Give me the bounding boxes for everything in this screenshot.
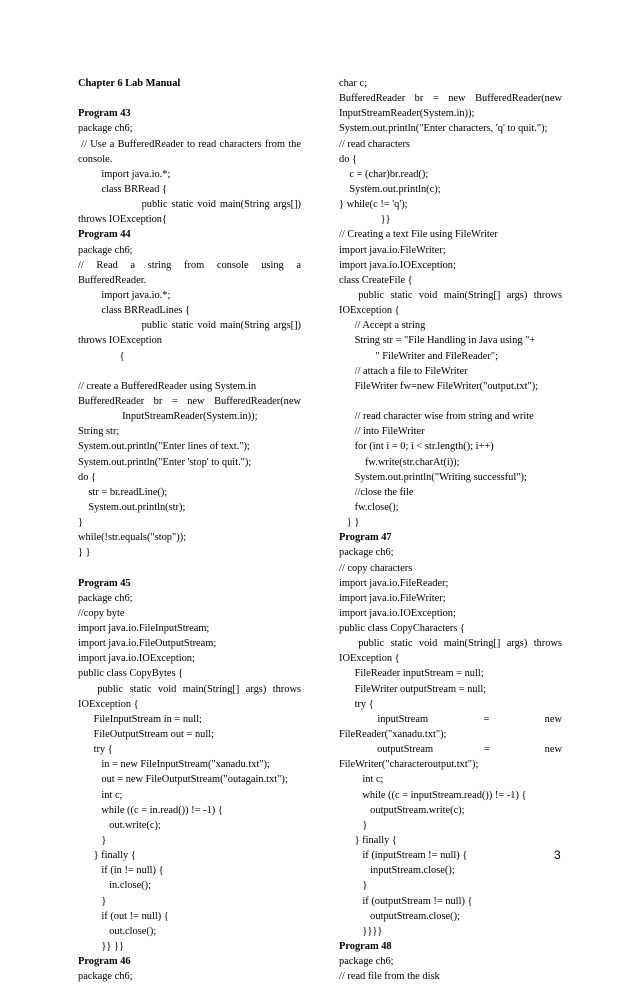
code-line: String str = "File Handling in Java using "+ xyxy=(339,335,536,347)
code-line: outputStream.write(c); xyxy=(339,804,465,816)
code-line: while(!str.equals("stop")); xyxy=(78,532,187,544)
code-line: FileWriter fw=new FileWriter("output.txt"); xyxy=(339,380,539,392)
code-line: import java.io.IOException; xyxy=(78,653,195,665)
code-line: String str; xyxy=(78,426,120,438)
code-line: } xyxy=(78,895,107,907)
code-line: char c; xyxy=(339,78,367,89)
code-line: FileWriter("characteroutput.txt"); xyxy=(339,759,479,771)
code-line: " FileWriter and FileReader"; xyxy=(339,350,498,362)
code-line: package ch6; xyxy=(339,547,394,559)
code-line: do { xyxy=(339,153,357,165)
code-line: } finally { xyxy=(78,850,136,862)
program-heading: Program 44 xyxy=(78,229,131,241)
code-line: public class CopyCharacters { xyxy=(339,623,465,635)
blank-line xyxy=(339,394,562,409)
program-heading: Program 47 xyxy=(339,532,392,544)
code-line: inputStream = new xyxy=(339,713,562,725)
blank-line xyxy=(78,561,301,576)
code-line: IOException { xyxy=(339,653,400,665)
code-line: str = br.readLine(); xyxy=(78,486,168,498)
code-line: BufferedReader br = new BufferedReader(new xyxy=(339,93,562,105)
code-line: import java.io.IOException; xyxy=(339,259,456,271)
code-line: if (inputStream != null) { xyxy=(339,850,468,862)
comment-line: // into FileWriter xyxy=(339,426,425,438)
code-line: for (int i = 0; i < str.length(); i++) xyxy=(339,441,494,453)
page-number: 3 xyxy=(554,848,561,862)
code-line: fw.write(str.charAt(i)); xyxy=(339,456,460,468)
code-line: outputStream.close(); xyxy=(339,910,460,922)
code-line: import java.io.FileInputStream; xyxy=(78,623,210,635)
comment-line: // Accept a string xyxy=(339,320,426,332)
comment-line: // create a BufferedReader using System.in xyxy=(78,380,257,392)
code-line: InputStreamReader(System.in)); xyxy=(339,108,475,120)
program-heading: Program 46 xyxy=(78,956,131,968)
code-line: System.out.println(c); xyxy=(339,183,441,195)
code-line: out.close(); xyxy=(78,925,157,937)
code-line: }}}} xyxy=(339,925,383,937)
code-line: FileReader inputStream = null; xyxy=(339,668,484,680)
code-line: BufferedReader br = new BufferedReader(new xyxy=(78,395,301,407)
code-line: FileReader("xanadu.txt"); xyxy=(339,729,447,741)
comment-line: // attach a file to FileWriter xyxy=(339,365,468,377)
right-column xyxy=(339,76,562,984)
code-line: } xyxy=(78,835,107,847)
code-line: }} }} xyxy=(78,941,124,953)
code-line: public static void main(String[] args) throws xyxy=(78,683,301,695)
code-line: if (outputStream != null) { xyxy=(339,895,473,907)
code-line: public static void main(String[] args) throws xyxy=(339,638,562,650)
code-line: System.out.println(str); xyxy=(78,501,186,513)
code-line: while ((c = in.read()) != -1) { xyxy=(78,804,223,816)
code-line: } } xyxy=(78,547,91,559)
code-line: int c; xyxy=(339,774,384,786)
code-line: import java.io.FileOutputStream; xyxy=(78,638,217,650)
code-line: in.close(); xyxy=(78,880,152,892)
left-column xyxy=(78,76,301,984)
code-line: public static void main(String args[]) xyxy=(78,320,301,332)
code-line: import java.io.FileWriter; xyxy=(339,244,446,256)
code-line: do { xyxy=(78,471,96,483)
chapter-title: Chapter 6 Lab Manual xyxy=(78,78,181,89)
program-heading: Program 45 xyxy=(78,577,131,589)
code-line: IOException { xyxy=(339,305,400,317)
code-line: FileWriter outputStream = null; xyxy=(339,683,487,695)
code-line: console. xyxy=(78,153,113,165)
comment-line: // read characters xyxy=(339,138,410,150)
code-line: import java.io.IOException; xyxy=(339,607,456,619)
code-line: while ((c = inputStream.read()) != -1) { xyxy=(339,789,527,801)
code-line: class BRReadLines { xyxy=(78,305,191,317)
comment-line: //close the file xyxy=(339,486,414,498)
code-line: System.out.println("Enter lines of text."); xyxy=(78,441,250,453)
code-line: InputStreamReader(System.in)); xyxy=(78,411,258,423)
code-line: package ch6; xyxy=(78,244,133,256)
code-line: class CreateFile { xyxy=(339,274,413,286)
code-line: out = new FileOutputStream("outagain.txt"); xyxy=(78,774,288,786)
code-line: } xyxy=(339,819,368,831)
code-line: System.out.println("Writing successful"); xyxy=(339,471,527,483)
code-line: inputStream.close(); xyxy=(339,865,455,877)
code-line: public static void main(String args[]) xyxy=(78,199,301,211)
code-line: c = (char)br.read(); xyxy=(339,168,429,180)
code-line: package ch6; xyxy=(339,956,394,968)
comment-line: // read character wise from string and write xyxy=(339,411,534,423)
code-line: BufferedReader. xyxy=(78,274,147,286)
code-line: package ch6; xyxy=(78,592,133,604)
code-line: { xyxy=(78,350,125,362)
code-line: int c; xyxy=(78,789,123,801)
code-line: if (out != null) { xyxy=(78,910,169,922)
code-line: }} xyxy=(339,214,391,226)
code-line: import java.io.*; xyxy=(78,168,171,180)
code-line: try { xyxy=(339,698,374,710)
code-line: FileOutputStream out = null; xyxy=(78,729,215,741)
blank-line xyxy=(78,91,301,106)
code-line: package ch6; xyxy=(78,971,133,983)
code-line: } finally { xyxy=(339,835,397,847)
code-line: import java.io.FileWriter; xyxy=(339,592,446,604)
code-line: import java.io.FileReader; xyxy=(339,577,449,589)
code-line: class BRRead { xyxy=(78,183,167,195)
code-line: import java.io.*; xyxy=(78,289,171,301)
code-line: } xyxy=(78,517,83,529)
comment-line: // Read a string from console using a xyxy=(78,259,301,271)
code-line: } xyxy=(339,880,368,892)
comment-line: // Creating a text File using FileWriter xyxy=(339,229,498,241)
program-heading: Program 48 xyxy=(339,941,392,953)
code-line: FileInputStream in = null; xyxy=(78,713,202,725)
code-line: throws IOException{ xyxy=(78,214,167,226)
code-line: public static void main(String[] args) throws xyxy=(339,289,562,301)
code-line: } while(c != 'q'); xyxy=(339,199,408,211)
code-line: throws IOException xyxy=(78,335,162,347)
code-line: try { xyxy=(78,744,113,756)
code-line: outputStream = new xyxy=(339,744,562,756)
code-line: System.out.println("Enter 'stop' to quit."); xyxy=(78,456,252,468)
code-line: package ch6; xyxy=(78,123,133,135)
blank-line xyxy=(78,364,301,379)
code-line: if (in != null) { xyxy=(78,865,164,877)
comment-line: // Use a BufferedReader to read characters from the xyxy=(78,138,301,150)
code-line: System.out.println("Enter characters, 'q' to quit."); xyxy=(339,123,548,135)
comment-line: // copy characters xyxy=(339,562,413,574)
code-line: in = new FileInputStream("xanadu.txt"); xyxy=(78,759,270,771)
code-line: } } xyxy=(339,517,360,529)
code-line: public class CopyBytes { xyxy=(78,668,184,680)
code-line: out.write(c); xyxy=(78,819,161,831)
comment-line: // read file from the disk xyxy=(339,971,440,983)
program-heading: Program 43 xyxy=(78,108,131,120)
comment-line: //copy byte xyxy=(78,607,125,619)
code-line: fw.close(); xyxy=(339,501,399,513)
code-line: IOException { xyxy=(78,698,139,710)
